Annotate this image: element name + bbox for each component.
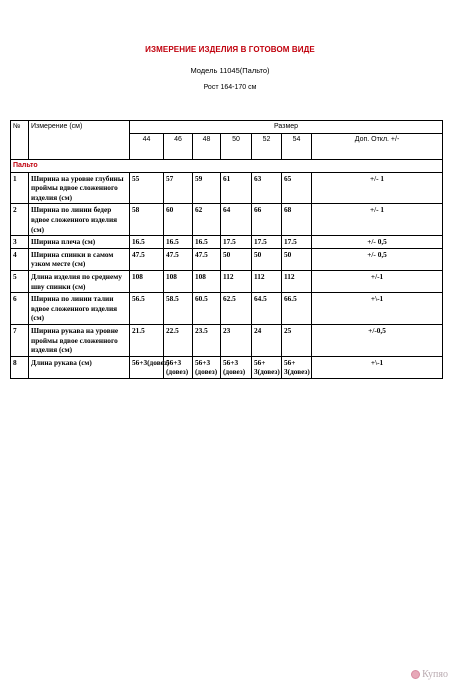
size-value: 25	[282, 324, 312, 356]
row-number: 4	[11, 248, 29, 270]
size-50-header: 50	[221, 134, 252, 160]
watermark	[411, 669, 448, 680]
size-value: 47.5	[193, 248, 221, 270]
size-value: 56+3 (довез)	[221, 356, 252, 378]
size-value: 16.5	[130, 236, 164, 249]
row-number: 8	[11, 356, 29, 378]
size-value: 56.5	[130, 293, 164, 325]
row-number: 3	[11, 236, 29, 249]
size-value: 50	[221, 248, 252, 270]
size-value: 59	[193, 172, 221, 204]
measurement-name: Ширина по линии талии вдвое сложенного изделия (см)	[29, 293, 130, 325]
section-row	[11, 160, 443, 173]
size-value: 56+3 (довез)	[164, 356, 193, 378]
table-row	[11, 270, 443, 292]
row-number: 5	[11, 270, 29, 292]
size-value: 57	[164, 172, 193, 204]
row-number: 6	[11, 293, 29, 325]
size-value: 62	[193, 204, 221, 236]
tolerance-value: +/- 1	[312, 172, 443, 204]
size-value: 47.5	[130, 248, 164, 270]
tolerance-value: +/- 0,5	[312, 248, 443, 270]
size-value: 62.5	[221, 293, 252, 325]
row-number: 7	[11, 324, 29, 356]
col-measure-header: Измерение (см)	[29, 121, 130, 160]
size-48-header: 48	[193, 134, 221, 160]
table-row	[11, 236, 443, 249]
measurement-name: Длина рукава (см)	[29, 356, 130, 378]
measurement-name: Ширина по линии бедер вдвое сложенного изделия (см)	[29, 204, 130, 236]
size-52-header: 52	[252, 134, 282, 160]
watermark-text: Купяо	[422, 669, 448, 680]
size-value: 60.5	[193, 293, 221, 325]
size-value: 23.5	[193, 324, 221, 356]
size-value: 60	[164, 204, 193, 236]
size-value: 24	[252, 324, 282, 356]
size-value: 56+3 (довез)	[193, 356, 221, 378]
col-size-header: Размер	[130, 121, 443, 134]
tolerance-value: +\-1	[312, 293, 443, 325]
size-value: 63	[252, 172, 282, 204]
table-row	[11, 356, 443, 378]
size-value: 22.5	[164, 324, 193, 356]
size-value: 61	[221, 172, 252, 204]
tolerance-value: +/- 0,5	[312, 236, 443, 249]
table-row	[11, 293, 443, 325]
size-value: 112	[282, 270, 312, 292]
size-46-header: 46	[164, 134, 193, 160]
table-row	[11, 248, 443, 270]
tolerance-header: Доп. Откл. +/-	[312, 134, 443, 160]
measurement-name: Ширина плеча (см)	[29, 236, 130, 249]
size-value: 108	[130, 270, 164, 292]
tolerance-value: +\-1	[312, 356, 443, 378]
model-name: Модель 11045(Пальто)	[190, 66, 270, 75]
size-value: 66.5	[282, 293, 312, 325]
tolerance-value: +/-1	[312, 270, 443, 292]
measurement-name: Ширина на уровне глубины проймы вдвое сложенного изделия (см)	[29, 172, 130, 204]
size-54-header: 54	[282, 134, 312, 160]
size-value: 58	[130, 204, 164, 236]
size-value: 65	[282, 172, 312, 204]
size-value: 108	[164, 270, 193, 292]
tolerance-value: +/- 1	[312, 204, 443, 236]
size-value: 50	[252, 248, 282, 270]
size-value: 108	[193, 270, 221, 292]
flower-icon	[411, 670, 420, 679]
table-row	[11, 324, 443, 356]
size-value: 112	[221, 270, 252, 292]
row-number: 2	[11, 204, 29, 236]
size-table	[10, 120, 443, 379]
measurement-name: Ширина рукава на уровне проймы вдвое сложенного изделия (см)	[29, 324, 130, 356]
size-value: 50	[282, 248, 312, 270]
size-value: 112	[252, 270, 282, 292]
size-value: 66	[252, 204, 282, 236]
tolerance-value: +/-0,5	[312, 324, 443, 356]
size-value: 64	[221, 204, 252, 236]
header-row	[11, 121, 443, 134]
row-number: 1	[11, 172, 29, 204]
size-value: 56+ 3(довез)	[252, 356, 282, 378]
size-value: 17.5	[282, 236, 312, 249]
size-value: 17.5	[221, 236, 252, 249]
height-range: Рост 164-170 см	[203, 84, 257, 91]
size-value: 47.5	[164, 248, 193, 270]
size-value: 23	[221, 324, 252, 356]
table-row	[11, 204, 443, 236]
size-value: 58.5	[164, 293, 193, 325]
size-44-header: 44	[130, 134, 164, 160]
size-value: 56+ 3(довез)	[282, 356, 312, 378]
size-value: 21.5	[130, 324, 164, 356]
col-no-header: №	[11, 121, 29, 160]
section-title: Пальто	[11, 160, 443, 173]
size-value: 16.5	[164, 236, 193, 249]
measurement-name: Ширина спинки в самом узком месте (см)	[29, 248, 130, 270]
document-title: ИЗМЕРЕНИЕ ИЗДЕЛИЯ В ГОТОВОМ ВИДЕ	[145, 45, 315, 54]
size-value: 55	[130, 172, 164, 204]
table-row	[11, 172, 443, 204]
size-value: 64.5	[252, 293, 282, 325]
measurement-name: Длина изделия по среднему шву спинки (см)	[29, 270, 130, 292]
size-value: 17.5	[252, 236, 282, 249]
size-value: 56+3(довез)	[130, 356, 164, 378]
size-value: 16.5	[193, 236, 221, 249]
size-value: 68	[282, 204, 312, 236]
